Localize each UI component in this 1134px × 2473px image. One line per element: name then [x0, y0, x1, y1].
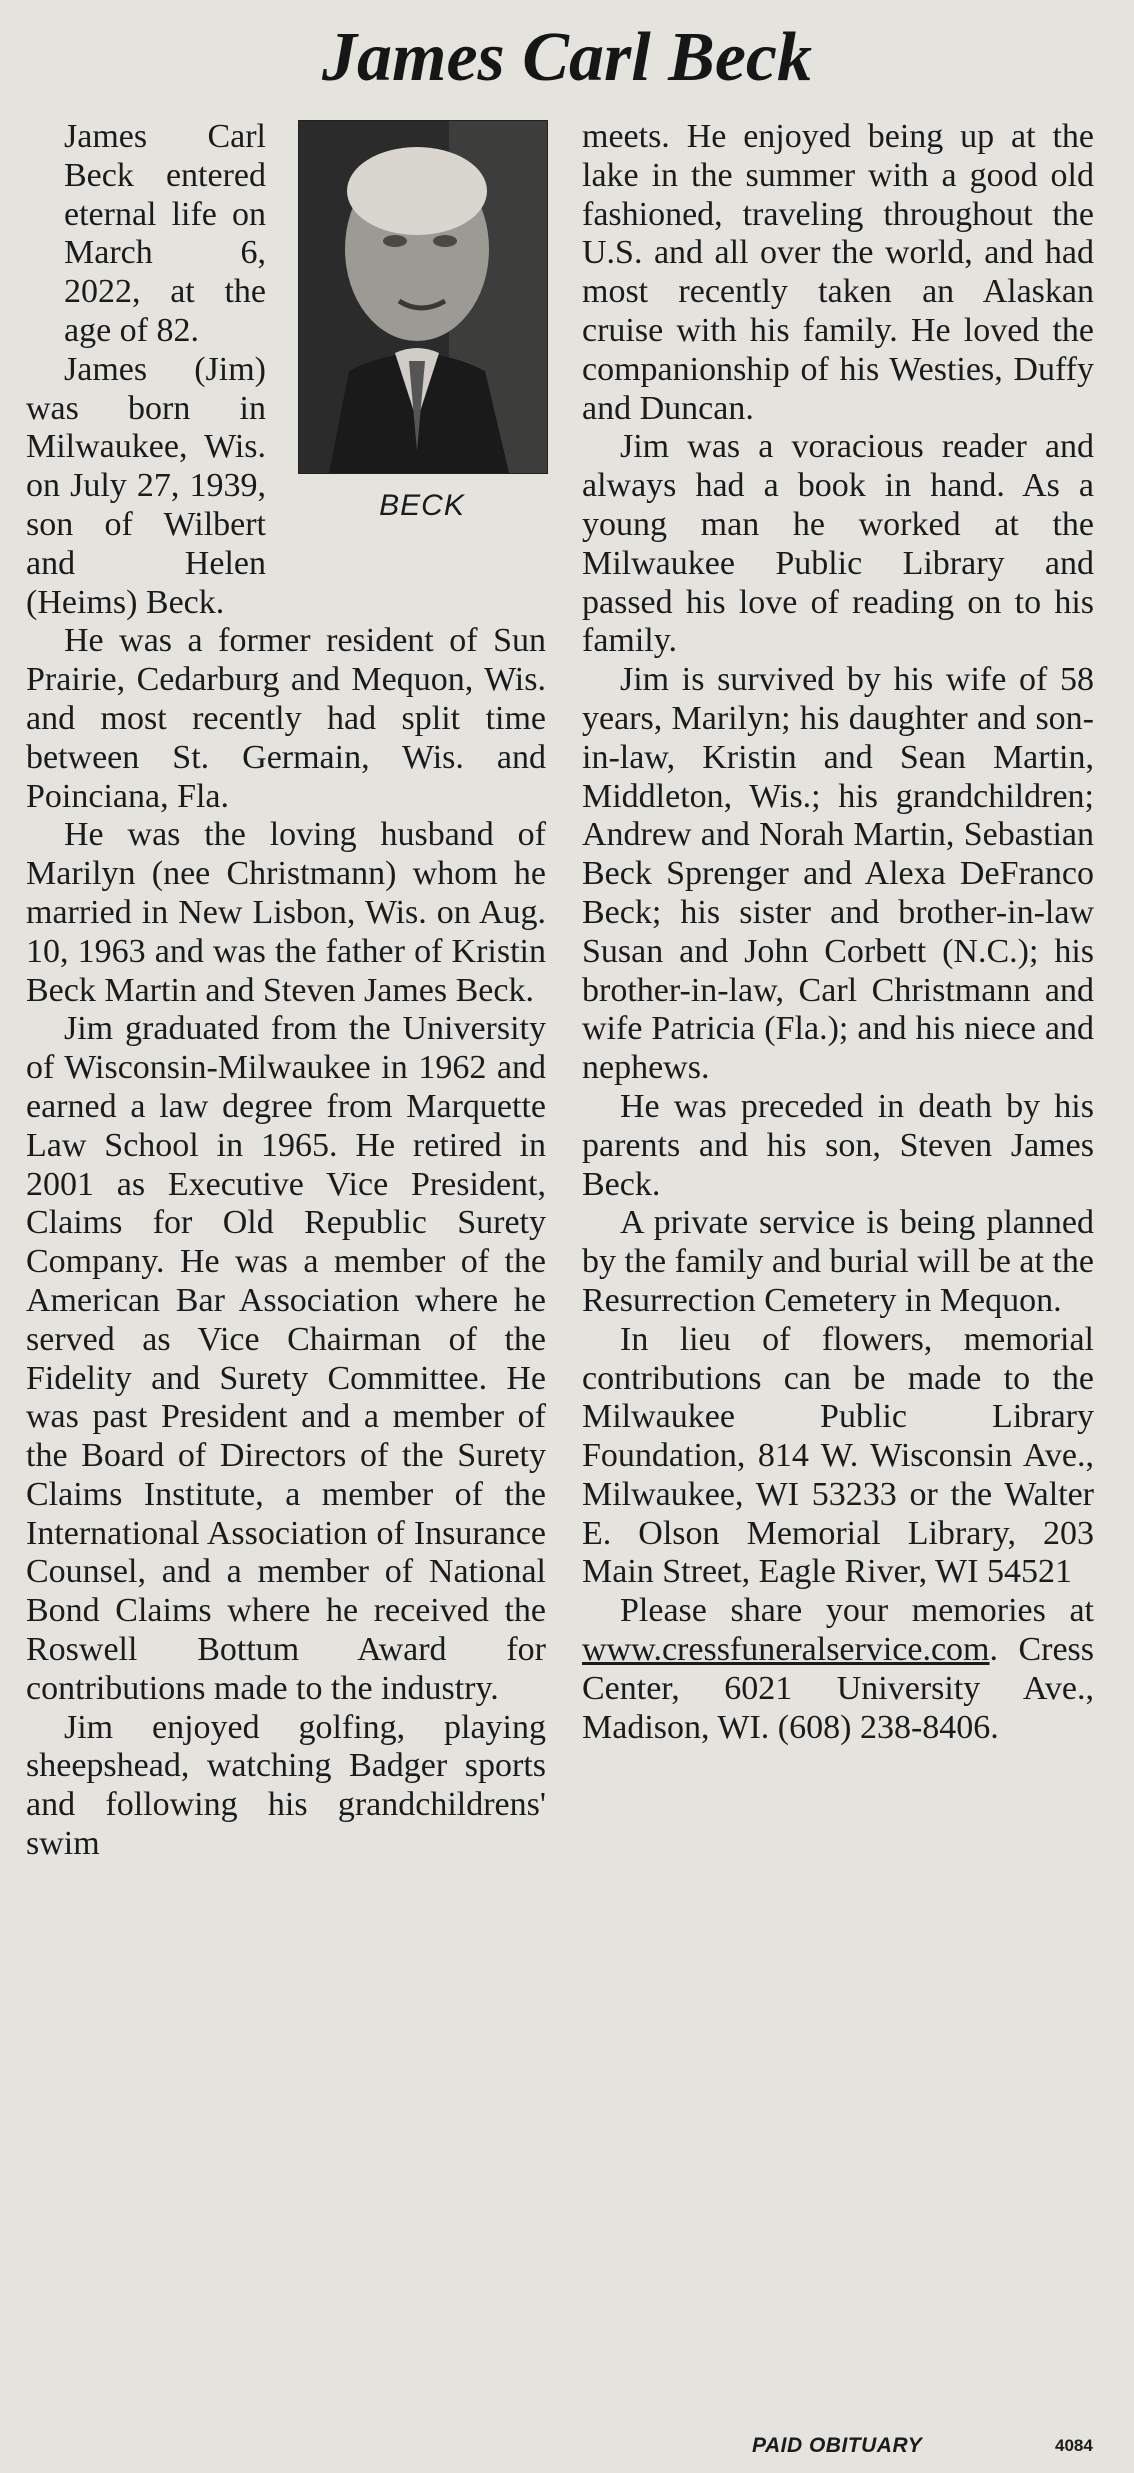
paragraph: Jim was a voracious reader and always had a book in hand. As a young man he worked at the Milwaukee Public Library and passed his love of reading on to his family. [582, 428, 1094, 660]
paragraph: Jim enjoyed golfing, playing sheepshead, watching Badger sports and following his grandchildrens' swim [26, 1708, 546, 1863]
portrait-photo [298, 120, 548, 474]
paragraph: He was a former resident of Sun Prairie, Cedarburg and Mequon, Wis. and most recently had split time between St. Germain, Wis. and Poinciana, Fla. [26, 622, 546, 815]
paragraph: A private service is being planned by the family and burial will be at the Resurrection Cemetery in Mequon. [582, 1204, 1094, 1319]
paragraph: In lieu of flowers, memorial contributions can be made to the Milwaukee Public Library Foundation, 814 W. Wisconsin Ave., Milwaukee, WI 53233 or the Walter E. Olson Memorial Library, 203 Main Street, Eagle River, WI 54521 [582, 1320, 1094, 1591]
paragraph: He was the loving husband of Marilyn (nee Christmann) whom he married in New Lisbon, Wis. on Aug. 10, 1963 and was the father of Kristin Beck Martin and Steven James Beck. [26, 816, 546, 1009]
portrait-caption: BECK [379, 489, 465, 522]
portrait [288, 120, 546, 560]
closing-paragraph [582, 1592, 1094, 1747]
obituary-title: James Carl Beck [322, 19, 812, 96]
closing-contact: . Cress Center, 6021 University Ave., Madison, WI. (608) 238-8406. [582, 1631, 1094, 1746]
portrait-illustration [299, 121, 547, 473]
paragraph: meets. He enjoyed being up at the lake in the summer with a good old fashioned, traveling throughout the U.S. and all over the world, and had most recently taken an Alaskan cruise with his family. He loved the companionship of his Westies, Duffy and Duncan. [582, 118, 1094, 427]
paragraph: James (Jim) was born in Milwaukee, Wis. on July 27, 1939, son of Wilbert and Helen (Heims) Beck. [26, 350, 266, 621]
left-column [26, 118, 546, 1864]
ad-code: 4084 [1055, 2436, 1093, 2455]
right-column [582, 118, 1094, 1747]
paragraph: Jim is survived by his wife of 58 years, Marilyn; his daughter and son-in-law, Kristin and Sean Martin, Middleton, Wis.; his grandchildren; Andrew and Norah Martin, Sebastian Beck Sprenger and Alexa DeFranco Beck; his sister and brother-in-law Susan and John Corbett (N.C.); his brother-in-law, Carl Christmann and wife Patricia (Fla.); and his niece and nephews. [582, 661, 1094, 1087]
paid-obituary-label: PAID OBITUARY [752, 2434, 923, 2457]
funeral-home-link[interactable]: www.cressfuneralservice.com [582, 1631, 990, 1669]
paragraph: He was preceded in death by his parents and his son, Steven James Beck. [582, 1087, 1094, 1203]
paragraph: James Carl Beck entered eternal life on March 6, 2022, at the age of 82. [64, 118, 266, 349]
closing-text: Please share your memories at [620, 1592, 1094, 1630]
paragraph: Jim graduated from the University of Wisconsin-Milwaukee in 1962 and earned a law degree from Marquette Law School in 1965. He retired in 2001 as Executive Vice President, Claims for Old Republic Surety Company. He was a member of the American Bar Association where he served as Vice Chairman of the Fidelity and Surety Committee. He was past President and a member of the Board of Directors of the Surety Claims Institute, a member of the International Association of Insurance Counsel, and a member of National Bond Claims where he received the Roswell Bottum Award for contributions made to the industry. [26, 1010, 546, 1707]
